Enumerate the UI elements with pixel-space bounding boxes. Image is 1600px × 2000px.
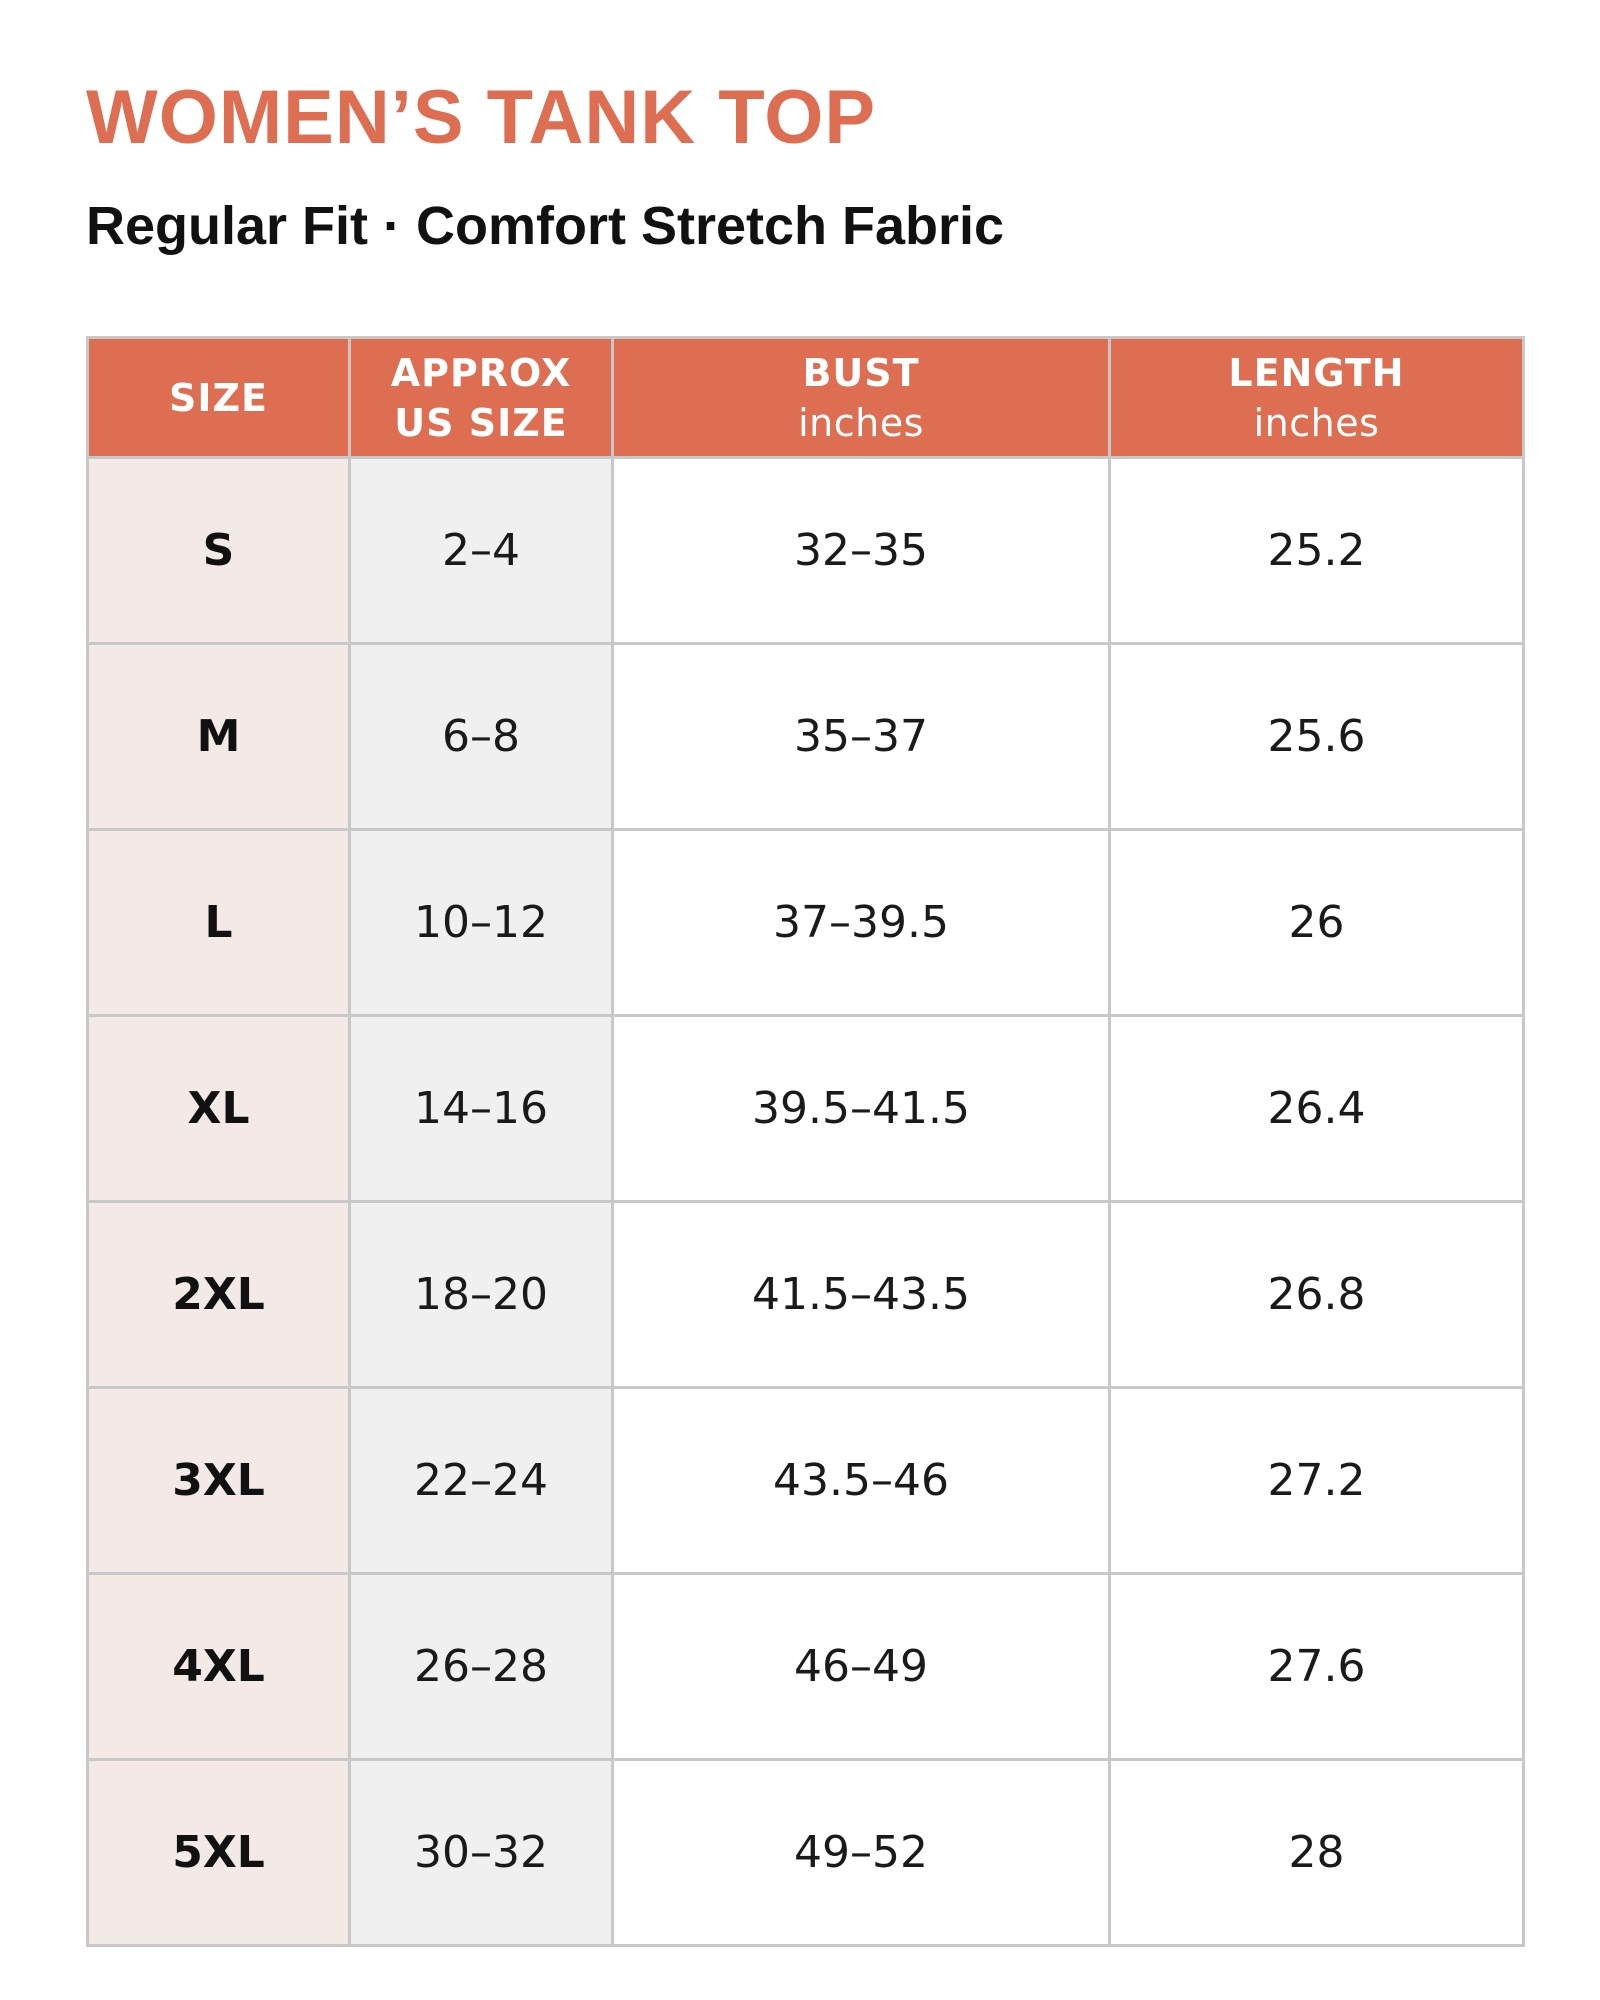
length-cell: 25.2 xyxy=(1110,458,1524,644)
table-row xyxy=(88,458,1524,644)
size-cell: 2XL xyxy=(88,1202,350,1388)
table-row xyxy=(88,644,1524,830)
us-size-cell: 14–16 xyxy=(350,1016,613,1202)
table-row xyxy=(88,1388,1524,1574)
length-cell: 27.6 xyxy=(1110,1574,1524,1760)
table-row xyxy=(88,1574,1524,1760)
header-length-unit: inches xyxy=(1253,400,1380,445)
size-cell: S xyxy=(88,458,350,644)
size-cell: 5XL xyxy=(88,1760,350,1946)
bust-cell: 49–52 xyxy=(613,1760,1110,1946)
table-row xyxy=(88,1760,1524,1946)
header-bust-label: BUST xyxy=(802,350,920,395)
us-size-cell: 6–8 xyxy=(350,644,613,830)
bust-cell: 41.5–43.5 xyxy=(613,1202,1110,1388)
table-body xyxy=(88,458,1524,1946)
length-cell: 26 xyxy=(1110,830,1524,1016)
page-subtitle: Regular Fit · Comfort Stretch Fabric xyxy=(86,196,1005,256)
us-size-cell: 2–4 xyxy=(350,458,613,644)
us-size-cell: 10–12 xyxy=(350,830,613,1016)
header-row xyxy=(88,338,1524,458)
us-size-cell: 18–20 xyxy=(350,1202,613,1388)
page-title: WOMEN’S TANK TOP xyxy=(86,75,877,160)
length-cell: 27.2 xyxy=(1110,1388,1524,1574)
size-cell: 3XL xyxy=(88,1388,350,1574)
header-bust xyxy=(613,338,1110,458)
bust-cell: 43.5–46 xyxy=(613,1388,1110,1574)
header-length-label: LENGTH xyxy=(1228,350,1405,395)
length-cell: 25.6 xyxy=(1110,644,1524,830)
table-row xyxy=(88,830,1524,1016)
us-size-cell: 22–24 xyxy=(350,1388,613,1574)
header-length xyxy=(1110,338,1524,458)
size-cell: 4XL xyxy=(88,1574,350,1760)
size-cell: L xyxy=(88,830,350,1016)
table-row xyxy=(88,1202,1524,1388)
bust-cell: 39.5–41.5 xyxy=(613,1016,1110,1202)
header-size-label: SIZE xyxy=(168,375,269,420)
length-cell: 28 xyxy=(1110,1760,1524,1946)
length-cell: 26.4 xyxy=(1110,1016,1524,1202)
table-row xyxy=(88,1016,1524,1202)
size-cell: M xyxy=(88,644,350,830)
size-cell: XL xyxy=(88,1016,350,1202)
bust-cell: 37–39.5 xyxy=(613,830,1110,1016)
length-cell: 26.8 xyxy=(1110,1202,1524,1388)
us-size-cell: 26–28 xyxy=(350,1574,613,1760)
header-us-size-sublabel: US SIZE xyxy=(394,400,568,445)
header-size xyxy=(88,338,350,458)
bust-cell: 35–37 xyxy=(613,644,1110,830)
size-table xyxy=(86,336,1525,1947)
us-size-cell: 30–32 xyxy=(350,1760,613,1946)
header-us-size-label: APPROX xyxy=(390,350,572,395)
bust-cell: 32–35 xyxy=(613,458,1110,644)
header-us-size xyxy=(350,338,613,458)
bust-cell: 46–49 xyxy=(613,1574,1110,1760)
table-header xyxy=(88,338,1524,458)
header-bust-unit: inches xyxy=(798,400,924,445)
